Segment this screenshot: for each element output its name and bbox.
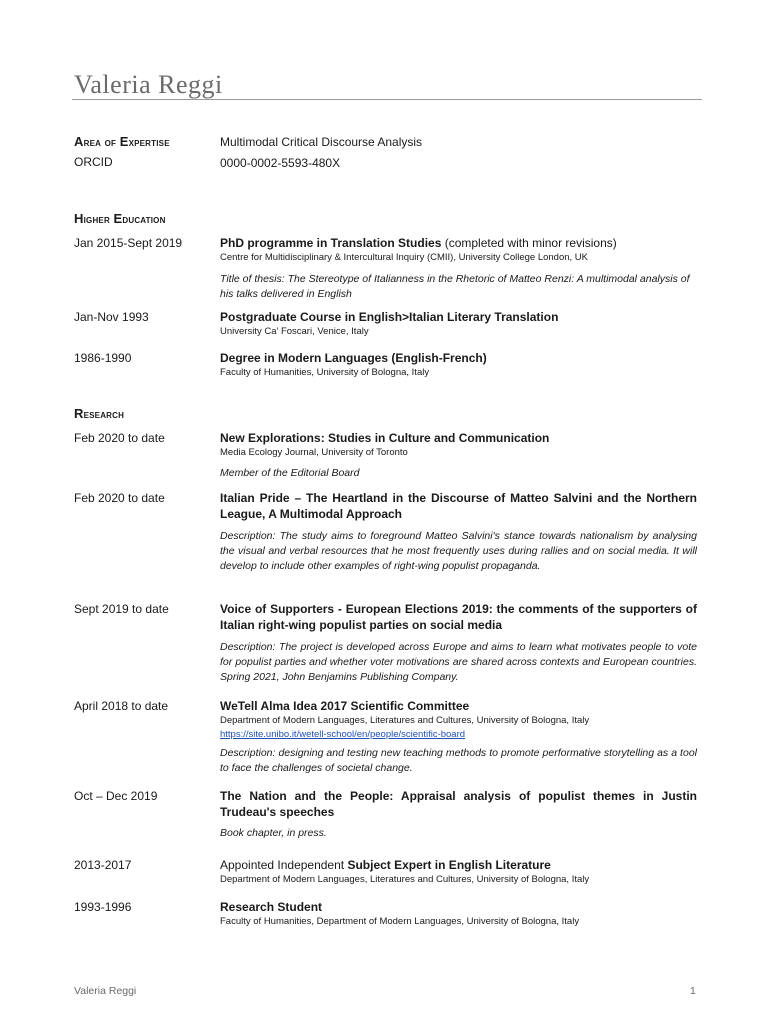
research-institution: Media Ecology Journal, University of Toronto bbox=[220, 447, 408, 458]
research-title: Voice of Supporters - European Elections 2019: the comments of the supporters of Italian right-wing populist parties on social media bbox=[220, 602, 697, 632]
research-date: 1993-1996 bbox=[74, 900, 132, 914]
research-institution: Department of Modern Languages, Literatures and Cultures, University of Bologna, Italy bbox=[220, 715, 590, 726]
research-entry bbox=[220, 788, 697, 841]
research-institution: Faculty of Humanities, Department of Modern Languages, University of Bologna, Italy bbox=[220, 916, 580, 927]
education-title: Postgraduate Course in English>Italian Literary Translation bbox=[220, 310, 559, 324]
research-title: Subject Expert in English Literature bbox=[347, 858, 551, 872]
header-rule bbox=[72, 99, 702, 100]
research-heading: Research bbox=[74, 406, 125, 421]
research-date: Feb 2020 to date bbox=[74, 431, 165, 445]
education-entry bbox=[220, 235, 697, 302]
orcid-label: ORCID bbox=[74, 155, 113, 169]
education-institution: Faculty of Humanities, University of Bologna, Italy bbox=[220, 367, 430, 378]
research-date: 2013-2017 bbox=[74, 858, 132, 872]
research-description: Description: designing and testing new teaching methods to promote performative storytelling as a tool to face the challenges of societal change. bbox=[220, 747, 697, 774]
orcid-value: 0000-0002-5593-480X bbox=[220, 156, 341, 170]
research-title: The Nation and the People: Appraisal analysis of populist themes in Justin Trudeau's speeches bbox=[220, 789, 697, 819]
research-title: New Explorations: Studies in Culture and Communication bbox=[220, 431, 550, 445]
research-institution: Department of Modern Languages, Literatures and Cultures, University of Bologna, Italy bbox=[220, 874, 590, 885]
research-entry bbox=[220, 490, 697, 574]
research-entry bbox=[220, 899, 697, 929]
education-title-note: (completed with minor revisions) bbox=[441, 236, 617, 250]
education-institution: Centre for Multidisciplinary & Intercultural Inquiry (CMII), University College London, UK bbox=[220, 252, 588, 263]
research-date: April 2018 to date bbox=[74, 699, 169, 713]
education-date: Jan 2015-Sept 2019 bbox=[74, 236, 183, 250]
page-number: 1 bbox=[690, 985, 696, 997]
education-title: Degree in Modern Languages (English-French) bbox=[220, 351, 487, 365]
research-description: Description: The project is developed across Europe and aims to learn what motivates people to vote for populist parties and whether voter motivations are shared across contexts and European countries. Spring 2021, John Benjamins Publishing Company. bbox=[220, 641, 697, 683]
research-date: Feb 2020 to date bbox=[74, 491, 165, 505]
footer-name: Valeria Reggi bbox=[74, 985, 137, 997]
research-title: Italian Pride – The Heartland in the Discourse of Matteo Salvini and the Northern League, A Multimodal Approach bbox=[220, 491, 697, 521]
research-entry bbox=[220, 857, 697, 887]
research-entry bbox=[220, 698, 697, 776]
research-title: Research Student bbox=[220, 900, 323, 914]
education-title: PhD programme in Translation Studies bbox=[220, 236, 442, 250]
research-date: Oct – Dec 2019 bbox=[74, 789, 158, 803]
research-title-prefix: Appointed Independent bbox=[220, 858, 348, 872]
expertise-label: Area of Expertise bbox=[74, 134, 170, 149]
research-note: Book chapter, in press. bbox=[220, 827, 327, 839]
education-date: Jan-Nov 1993 bbox=[74, 310, 149, 324]
education-entry bbox=[220, 309, 697, 339]
expertise-value: Multimodal Critical Discourse Analysis bbox=[220, 135, 423, 149]
scientific-board-link[interactable]: https://site.unibo.it/wetell-school/en/people/scientific-board bbox=[220, 729, 466, 740]
research-note: Member of the Editorial Board bbox=[220, 467, 360, 479]
research-description: Description: The study aims to foreground Matteo Salvini's stance towards nationalism by analysing the visual and verbal resources that he most frequently uses during rallies and on social media. It will develop to include other examples of right-wing populist propaganda. bbox=[220, 530, 697, 572]
education-date: 1986-1990 bbox=[74, 351, 132, 365]
cv-name: Valeria Reggi bbox=[74, 70, 223, 99]
education-entry bbox=[220, 350, 697, 380]
research-entry bbox=[220, 601, 697, 685]
research-title: WeTell Alma Idea 2017 Scientific Committee bbox=[220, 699, 470, 713]
research-entry bbox=[220, 430, 697, 481]
education-heading: Higher Education bbox=[74, 211, 166, 226]
education-thesis: Title of thesis: The Stereotype of Italianness in the Rhetoric of Matteo Renzi: A multimodal analysis of his talks delivered in English bbox=[220, 273, 690, 300]
research-date: Sept 2019 to date bbox=[74, 602, 169, 616]
education-institution: University Ca' Foscari, Venice, Italy bbox=[220, 326, 369, 337]
